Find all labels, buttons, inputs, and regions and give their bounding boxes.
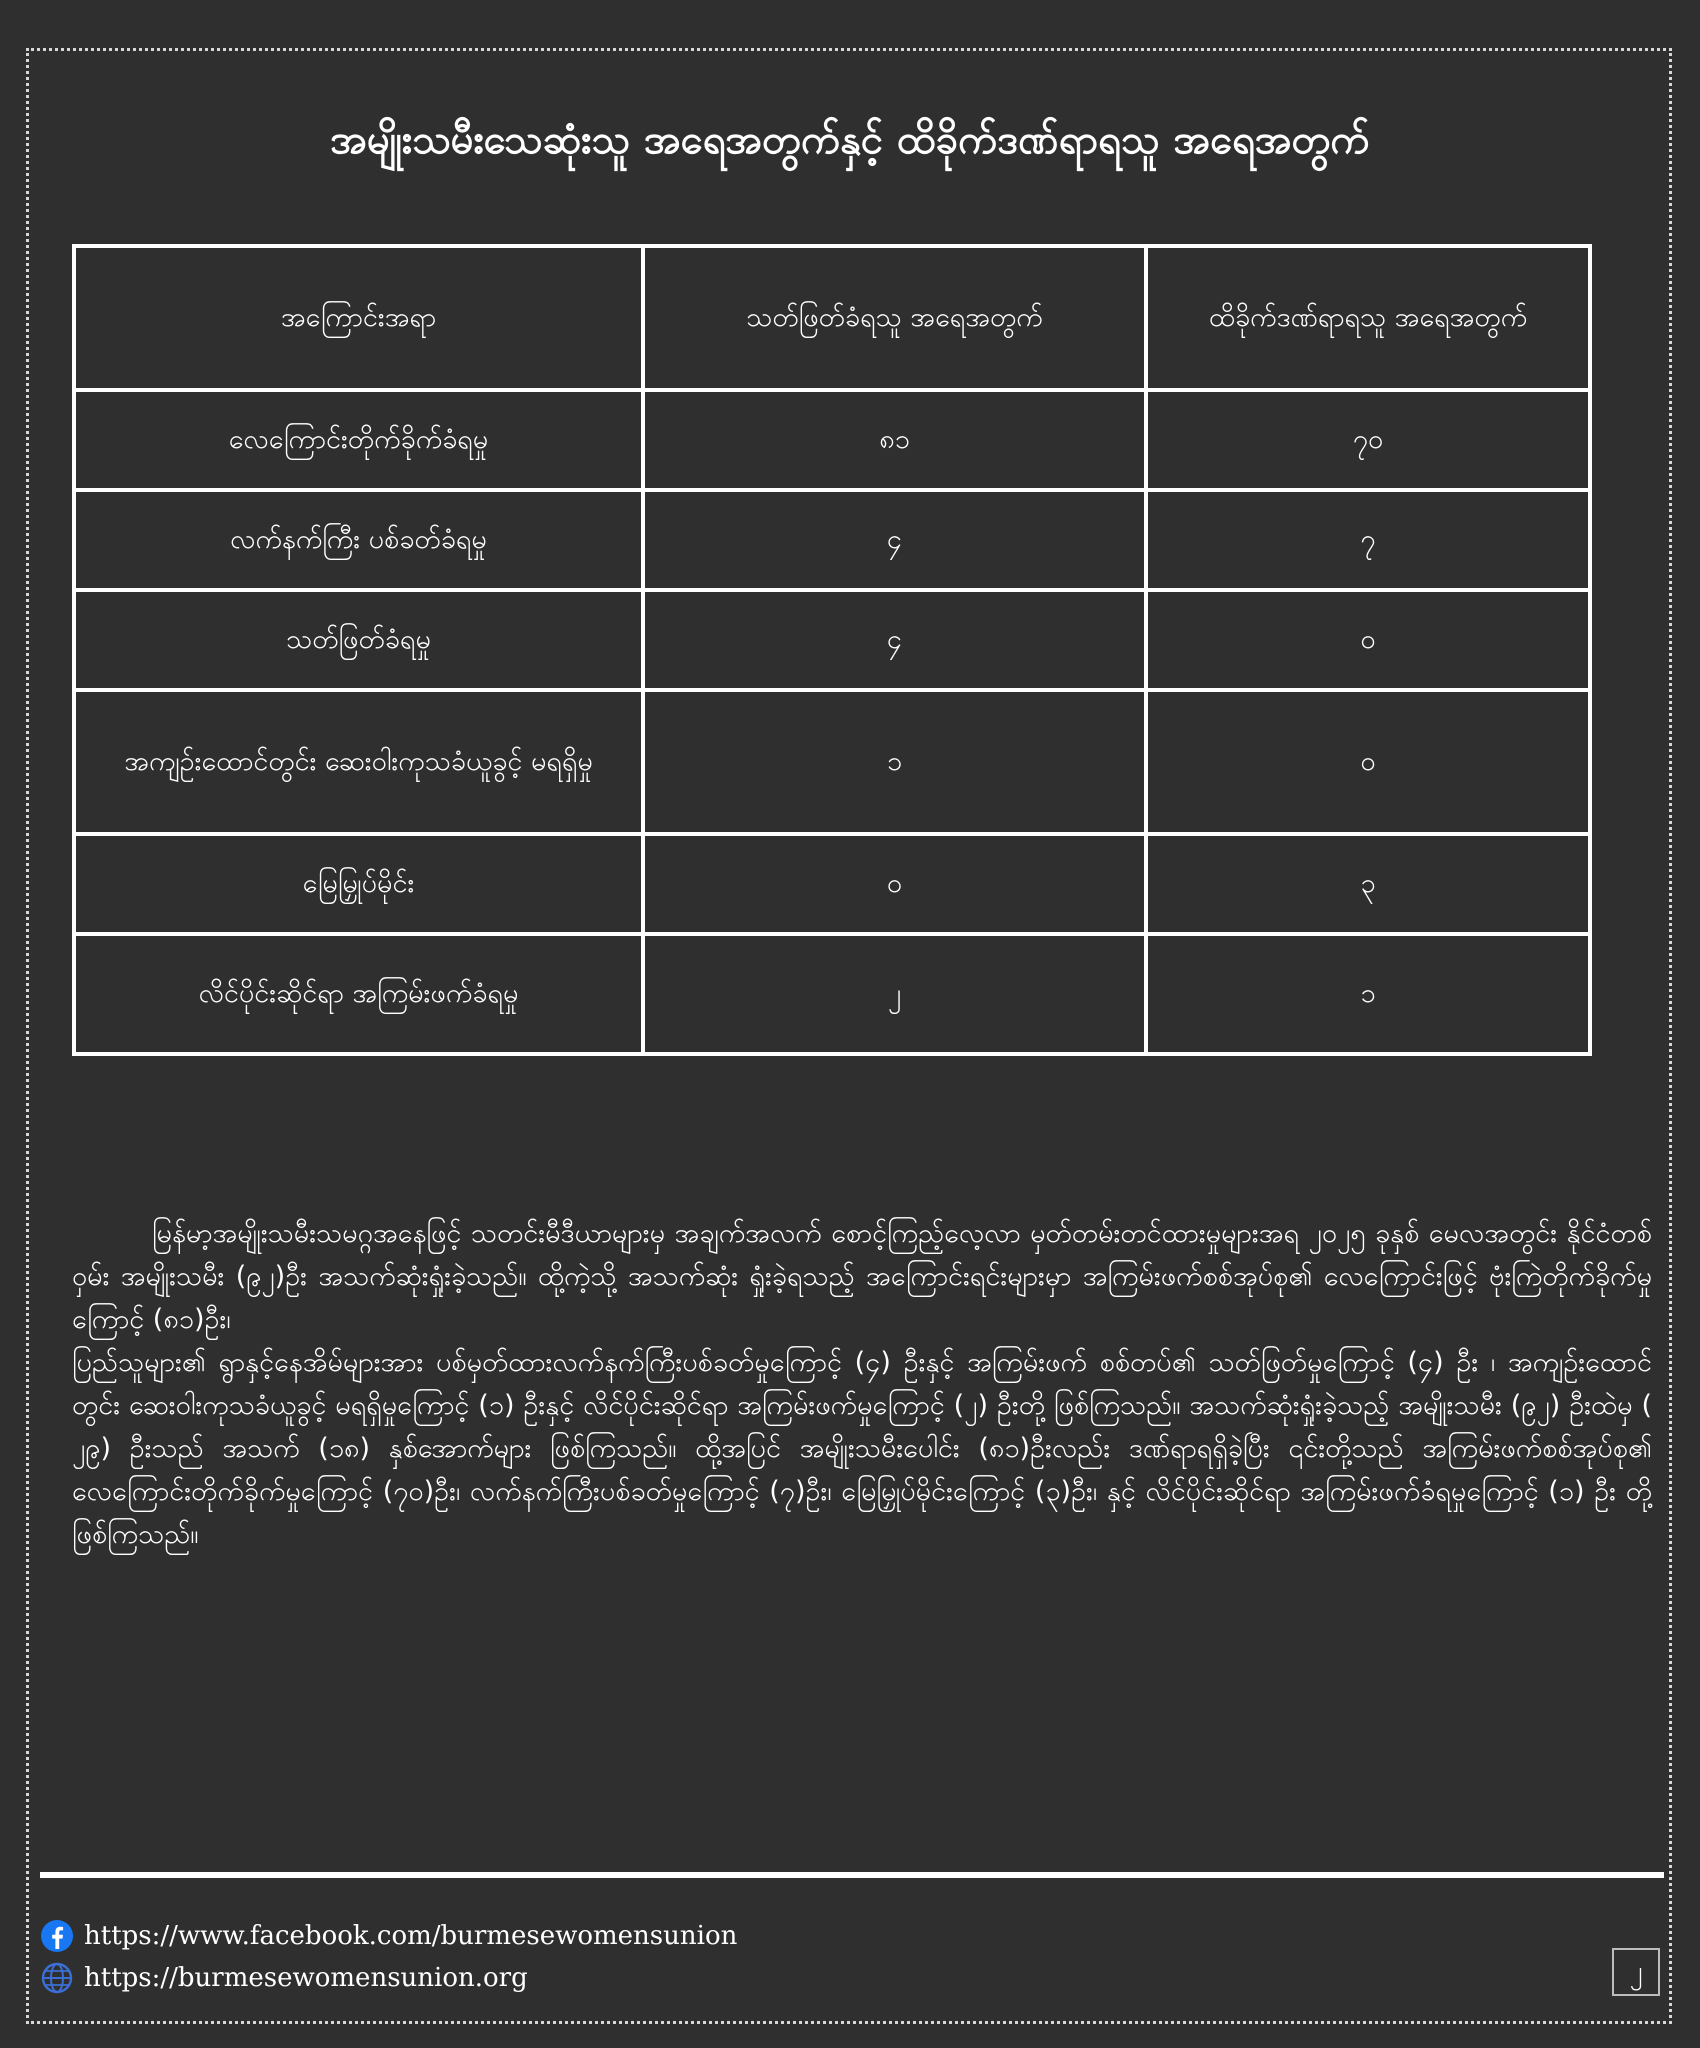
casualty-table bbox=[72, 244, 1592, 1056]
website-link-row[interactable] bbox=[40, 1958, 528, 1998]
table-row bbox=[74, 590, 1590, 690]
table-row bbox=[74, 390, 1590, 490]
injured-cell: ၃ bbox=[1146, 834, 1590, 934]
killed-cell: ၀ bbox=[643, 834, 1146, 934]
header-injured: ထိခိုက်ဒဏ်ရာရသူ အရေအတွက် bbox=[1146, 246, 1590, 390]
report-body bbox=[72, 1212, 1652, 1556]
facebook-icon bbox=[40, 1919, 74, 1953]
cause-cell: လေကြောင်းတိုက်ခိုက်ခံရမှု bbox=[74, 390, 643, 490]
killed-cell: ၄ bbox=[643, 590, 1146, 690]
injured-cell: ၀ bbox=[1146, 590, 1590, 690]
killed-cell: ၈၁ bbox=[643, 390, 1146, 490]
cause-cell: လက်နက်ကြီး ပစ်ခတ်ခံရမှု bbox=[74, 490, 643, 590]
page-title: အမျိုးသမီးသေဆုံးသူ အရေအတွက်နှင့် ထိခိုက်ဒဏ်ရာရသူ အရေအတွက် bbox=[330, 117, 1370, 163]
table-row bbox=[74, 834, 1590, 934]
globe-icon bbox=[40, 1961, 74, 1995]
paragraph-intro: မြန်မာ့အမျိုးသမီးသမဂ္ဂအနေဖြင့် သတင်းမီဒီယာများမှ အချက်အလက် စောင့်ကြည့်လေ့လာ မှတ်တမ်းတင်ထားမှုများအရ ၂၀၂၅ ခုနှစ် မေလအတွင်း နိုင်ငံတစ်ဝှမ်း အမျိုးသမီး (၉၂)ဦး အသက်ဆုံးရှုံးခဲ့သည်။ ထို့ကဲ့သို့ အသက်ဆုံး ရှုံးခဲ့ရသည့် အကြောင်းရင်းများမှာ အကြမ်းဖက်စစ်အုပ်စု၏ လေကြောင်းဖြင့် ဗုံးကြဲတိုက်ခိုက်မှုကြောင့် (၈၁)ဦး၊ bbox=[72, 1218, 1652, 1335]
killed-cell: ၄ bbox=[643, 490, 1146, 590]
injured-cell: ၀ bbox=[1146, 690, 1590, 834]
table-row bbox=[74, 490, 1590, 590]
facebook-link-row[interactable] bbox=[40, 1916, 737, 1956]
killed-cell: ၂ bbox=[643, 934, 1146, 1054]
table-row bbox=[74, 934, 1590, 1054]
page-number: ၂ bbox=[1612, 1948, 1660, 1996]
cause-cell: လိင်ပိုင်းဆိုင်ရာ အကြမ်းဖက်ခံရမှု bbox=[74, 934, 643, 1054]
cause-cell: အကျဉ်းထောင်တွင်း ဆေးဝါးကုသခံယူခွင့် မရရှိမှု bbox=[74, 690, 643, 834]
cause-cell: သတ်ဖြတ်ခံရမှု bbox=[74, 590, 643, 690]
injured-cell: ၇၀ bbox=[1146, 390, 1590, 490]
website-url[interactable]: https://burmesewomensunion.org bbox=[84, 1963, 528, 1993]
table-header-row bbox=[74, 246, 1590, 390]
footer-divider bbox=[40, 1872, 1664, 1878]
facebook-url[interactable]: https://www.facebook.com/burmesewomensunion bbox=[84, 1921, 738, 1951]
killed-cell: ၁ bbox=[643, 690, 1146, 834]
injured-cell: ၁ bbox=[1146, 934, 1590, 1054]
table-row bbox=[74, 690, 1590, 834]
paragraph-details: ပြည်သူများ၏ ရွာနှင့်နေအိမ်များအား ပစ်မှတ်ထားလက်နက်ကြီးပစ်ခတ်မှုကြောင့် (၄) ဦးနှင့် အကြမ်းဖက် စစ်တပ်၏ သတ်ဖြတ်မှုကြောင့် (၄) ဦး ၊ အကျဉ်းထောင်တွင်း ဆေးဝါးကုသခံယူခွင့် မရရှိမှုကြောင့် (၁) ဦးနှင့် လိင်ပိုင်းဆိုင်ရာ အကြမ်းဖက်မှုကြောင့် (၂) ဦးတို့ ဖြစ်ကြသည်။ အသက်ဆုံးရှုံးခဲ့သည့် အမျိုးသမီး (၉၂) ဦးထဲမှ ( ၂၉) ဦးသည် အသက် (၁၈) နှစ်အောက်များ ဖြစ်ကြသည်။ ထို့အပြင် အမျိုးသမီးပေါင်း (၈၁)ဦးလည်း ဒဏ်ရာရရှိခဲ့ပြီး ၎င်းတို့သည် အကြမ်းဖက်စစ်အုပ်စု၏ လေကြောင်းတိုက်ခိုက်မှုကြောင့် (၇၀)ဦး၊ လက်နက်ကြီးပစ်ခတ်မှုကြောင့် (၇)ဦး၊ မြေမြှုပ်မိုင်းကြောင့် (၃)ဦး၊ နှင့် လိင်ပိုင်းဆိုင်ရာ အကြမ်းဖက်ခံရမှုကြောင့် (၁) ဦး တို့ ဖြစ်ကြသည်။ bbox=[72, 1347, 1652, 1550]
cause-cell: မြေမြှုပ်မိုင်း bbox=[74, 834, 643, 934]
injured-cell: ၇ bbox=[1146, 490, 1590, 590]
header-killed: သတ်ဖြတ်ခံရသူ အရေအတွက် bbox=[643, 246, 1146, 390]
header-cause: အကြောင်းအရာ bbox=[74, 246, 643, 390]
